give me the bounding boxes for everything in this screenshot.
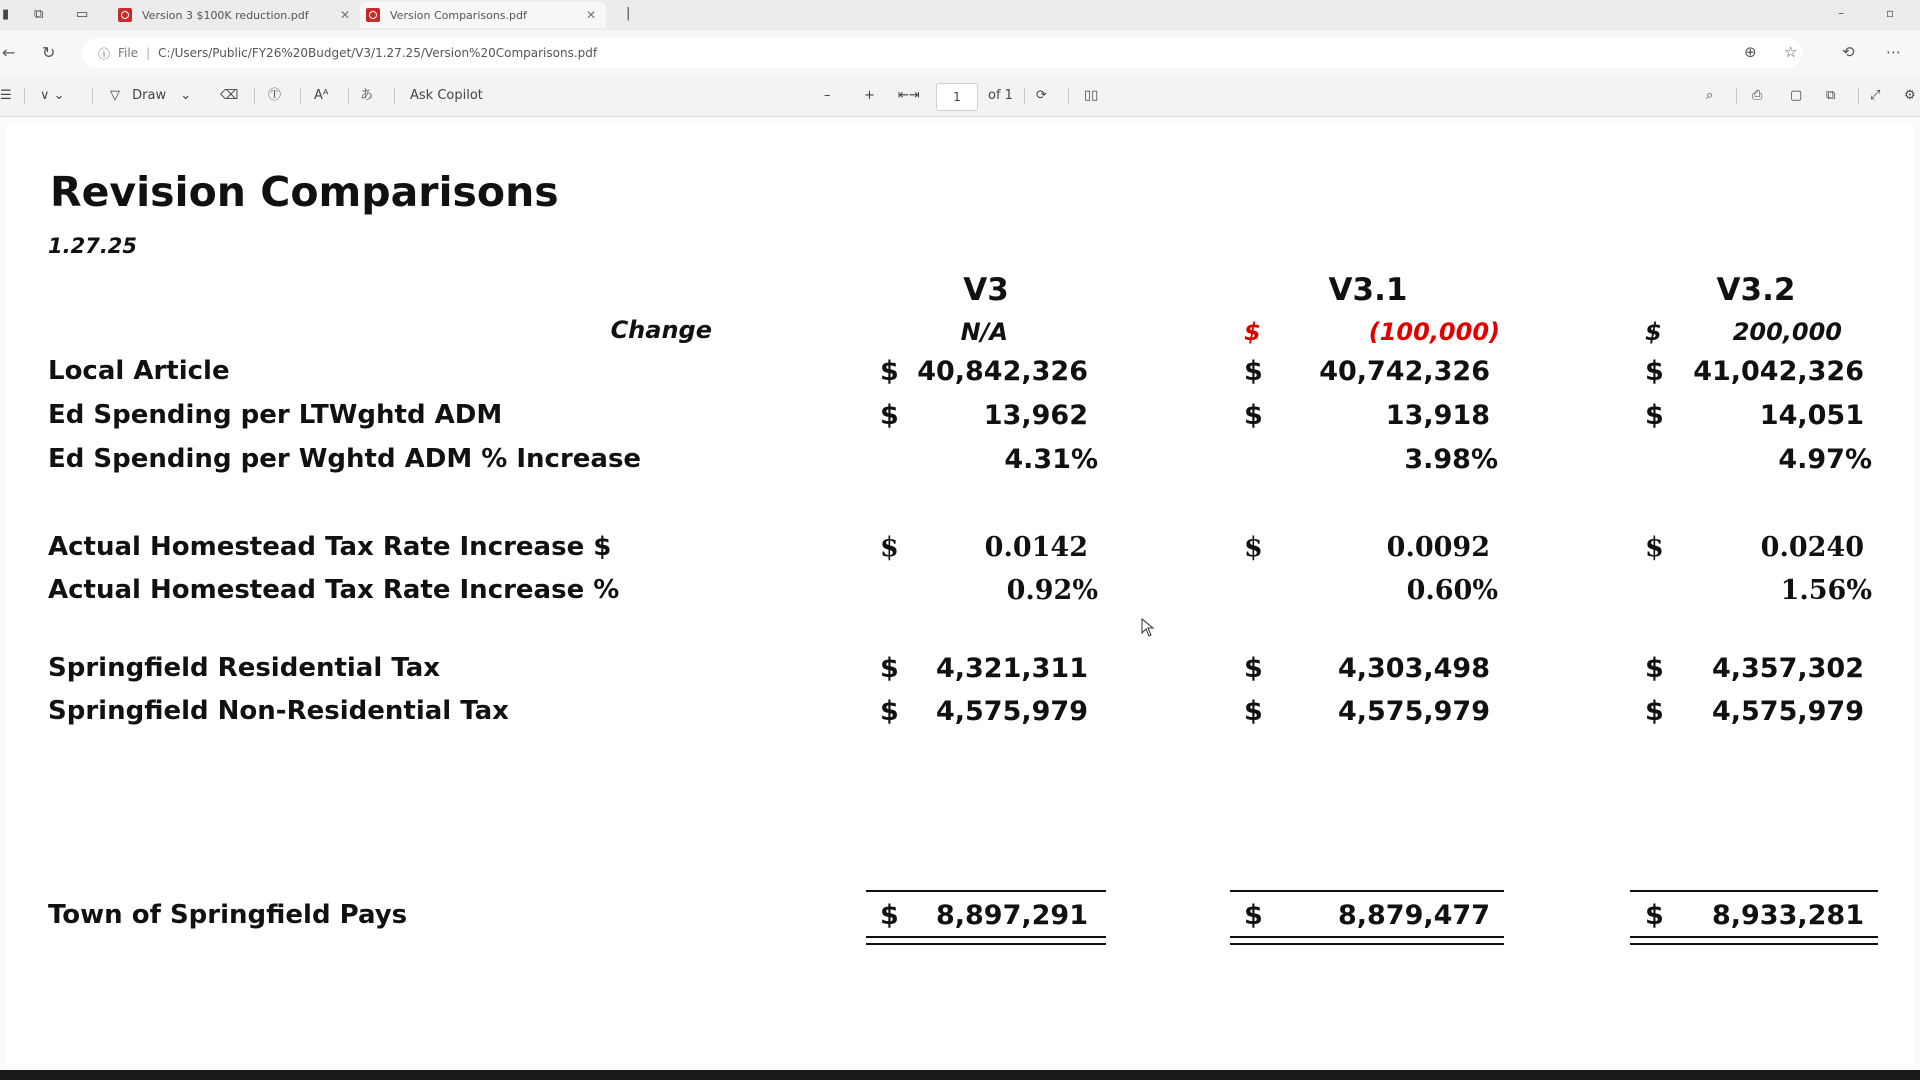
pdf-file-icon: [118, 8, 132, 22]
more-menu-icon[interactable]: ⋯: [1886, 43, 1901, 61]
draw-icon: ▽: [110, 88, 120, 103]
total-double-line-v3-1: [1230, 936, 1504, 945]
pdf-toolbar: [0, 76, 1920, 117]
tax-rate-dollar-v3-2: 0.0240: [1760, 532, 1864, 563]
row-label-ed-spending: Ed Spending per LTWghtd ADM: [48, 400, 503, 430]
local-article-v3-2: 41,042,326: [1693, 356, 1864, 387]
symbol: $: [1244, 696, 1263, 727]
symbol: $: [1645, 532, 1664, 563]
ask-copilot-button[interactable]: Ask Copilot: [410, 88, 483, 103]
symbol: $: [1244, 356, 1263, 387]
address-bar: [0, 30, 1920, 76]
save-as-icon[interactable]: ⧉: [1826, 88, 1836, 103]
symbol: $: [880, 532, 899, 563]
maximize-icon[interactable]: ▫: [1886, 6, 1895, 20]
new-tab-icon[interactable]: |: [626, 6, 631, 21]
page-total: of 1: [988, 88, 1013, 103]
highlight-icon[interactable]: ∨ ⌄: [40, 88, 65, 103]
zoom-in-icon[interactable]: +: [864, 88, 875, 103]
total-double-line-v3: [866, 936, 1106, 945]
page-title: Revision Comparisons: [50, 168, 559, 216]
chevron-down-icon: ⌄: [180, 88, 192, 103]
draw-label: Draw: [132, 88, 167, 103]
ed-spending-v3-1: 13,918: [1385, 400, 1490, 431]
town-pays-v3-2: 8,933,281: [1711, 900, 1864, 931]
tax-rate-dollar-v3: 0.0142: [984, 532, 1088, 563]
close-tab-icon[interactable]: ✕: [586, 8, 597, 22]
change-value-v3-1: (100,000): [1368, 318, 1500, 346]
tab-version-comparisons[interactable]: [360, 2, 606, 28]
symbol: $: [1645, 696, 1664, 727]
row-label-local-article: Local Article: [48, 356, 230, 386]
tax-rate-dollar-v3-1: 0.0092: [1386, 532, 1490, 563]
non-residential-v3-1: 4,575,979: [1337, 696, 1490, 727]
search-icon[interactable]: ⌕: [1706, 88, 1714, 103]
row-label-tax-rate-dollar: Actual Homestead Tax Rate Increase $: [48, 532, 612, 562]
sidebar-toggle-icon[interactable]: ▮: [2, 7, 10, 22]
draw-button[interactable]: [110, 86, 191, 106]
change-symbol-v3-2: $: [1645, 318, 1662, 346]
symbol: $: [1645, 653, 1664, 684]
ed-spending-v3: 13,962: [983, 400, 1088, 431]
collections-icon[interactable]: ⟲: [1842, 43, 1855, 61]
page-number-input[interactable]: 1: [936, 83, 978, 111]
erase-icon[interactable]: ⌫: [220, 88, 239, 103]
change-value-v3: N/A: [960, 318, 1008, 346]
symbol: $: [1645, 400, 1664, 431]
change-value-v3-2: 200,000: [1732, 318, 1842, 346]
subtotal-line-v3-1: [1230, 890, 1504, 892]
url-path: C:/Users/Public/FY26%20Budget/V3/1.27.25/Version%20Comparisons.pdf: [158, 46, 598, 60]
back-icon[interactable]: ←: [2, 43, 16, 62]
zoom-icon[interactable]: ⊕: [1744, 43, 1757, 61]
tab-title: Version Comparisons.pdf: [390, 8, 527, 22]
row-label-tax-rate-pct: Actual Homestead Tax Rate Increase %: [48, 575, 620, 605]
symbol: $: [1645, 900, 1664, 931]
tab-title: Version 3 $100K reduction.pdf: [142, 8, 309, 22]
symbol: $: [1244, 400, 1263, 431]
town-pays-v3: 8,897,291: [935, 900, 1088, 931]
subtotal-line-v3: [866, 890, 1106, 892]
column-header-v3-2: V3.2: [1716, 272, 1796, 308]
symbol: $: [1645, 356, 1664, 387]
column-header-v3-1: V3.1: [1328, 272, 1408, 308]
read-aloud-icon[interactable]: Aᴬ: [314, 88, 329, 103]
non-residential-v3-2: 4,575,979: [1711, 696, 1864, 727]
url-scheme: File: [118, 46, 139, 60]
rotate-icon[interactable]: ⟳: [1036, 88, 1047, 103]
print-icon[interactable]: ⎙: [1752, 88, 1763, 103]
subtotal-line-v3-2: [1630, 890, 1878, 892]
url-separator: |: [146, 46, 151, 60]
symbol: $: [880, 400, 899, 431]
translate-icon[interactable]: あ: [360, 88, 374, 103]
row-label-ed-spending-pct: Ed Spending per Wghtd ADM % Increase: [48, 444, 642, 474]
document-date: 1.27.25: [48, 234, 138, 258]
taskbar-edge: [0, 1070, 1920, 1080]
save-icon[interactable]: ▢: [1790, 88, 1803, 103]
tax-rate-pct-v3-2: 1.56%: [1780, 575, 1872, 606]
town-pays-v3-1: 8,879,477: [1337, 900, 1490, 931]
pdf-file-icon: [366, 8, 380, 22]
settings-icon[interactable]: ⚙: [1904, 88, 1916, 103]
close-tab-icon[interactable]: ✕: [340, 8, 351, 22]
page-view-icon[interactable]: ▯▯: [1084, 88, 1099, 103]
info-icon: ⓘ: [98, 46, 111, 61]
symbol: $: [1244, 653, 1263, 684]
symbol: $: [1244, 900, 1263, 931]
add-text-icon[interactable]: Ⓣ: [268, 88, 282, 103]
column-header-v3: V3: [963, 272, 1009, 308]
non-residential-v3: 4,575,979: [935, 696, 1088, 727]
tax-rate-pct-v3-1: 0.60%: [1406, 575, 1498, 606]
workspaces-icon[interactable]: ⧉: [34, 7, 44, 22]
tab-bar: [0, 0, 1920, 30]
residential-v3-1: 4,303,498: [1337, 653, 1490, 684]
ed-spending-pct-v3-2: 4.97%: [1778, 444, 1872, 475]
row-label-residential: Springfield Residential Tax: [48, 653, 441, 683]
row-label-non-residential: Springfield Non-Residential Tax: [48, 696, 509, 726]
symbol: $: [880, 356, 899, 387]
row-label-town-pays: Town of Springfield Pays: [48, 900, 408, 930]
favorite-star-icon[interactable]: ☆: [1784, 43, 1798, 61]
mouse-cursor-icon: [1141, 618, 1155, 638]
residential-v3: 4,321,311: [935, 653, 1088, 684]
change-symbol-v3-1: $: [1244, 318, 1261, 346]
tax-rate-pct-v3: 0.92%: [1006, 575, 1098, 606]
fullscreen-icon[interactable]: ⤢: [1870, 88, 1881, 103]
refresh-icon[interactable]: ↻: [42, 43, 56, 62]
url-field[interactable]: [82, 38, 1802, 68]
residential-v3-2: 4,357,302: [1711, 653, 1864, 684]
tab-version-3[interactable]: [118, 2, 358, 28]
ed-spending-v3-2: 14,051: [1759, 400, 1864, 431]
local-article-v3: 40,842,326: [917, 356, 1088, 387]
change-label: Change: [610, 316, 712, 344]
zoom-out-icon[interactable]: –: [824, 88, 831, 103]
local-article-v3-1: 40,742,326: [1319, 356, 1490, 387]
contents-icon[interactable]: ☰: [0, 88, 12, 103]
minimize-icon[interactable]: –: [1838, 6, 1844, 20]
ed-spending-pct-v3-1: 3.98%: [1404, 444, 1498, 475]
tab-actions-icon[interactable]: ▭: [76, 7, 89, 22]
symbol: $: [880, 653, 899, 684]
ed-spending-pct-v3: 4.31%: [1004, 444, 1098, 475]
symbol: $: [880, 696, 899, 727]
total-double-line-v3-2: [1630, 936, 1878, 945]
symbol: $: [1244, 532, 1263, 563]
fit-page-icon[interactable]: ⇤⇥: [898, 88, 920, 103]
symbol: $: [880, 900, 899, 931]
